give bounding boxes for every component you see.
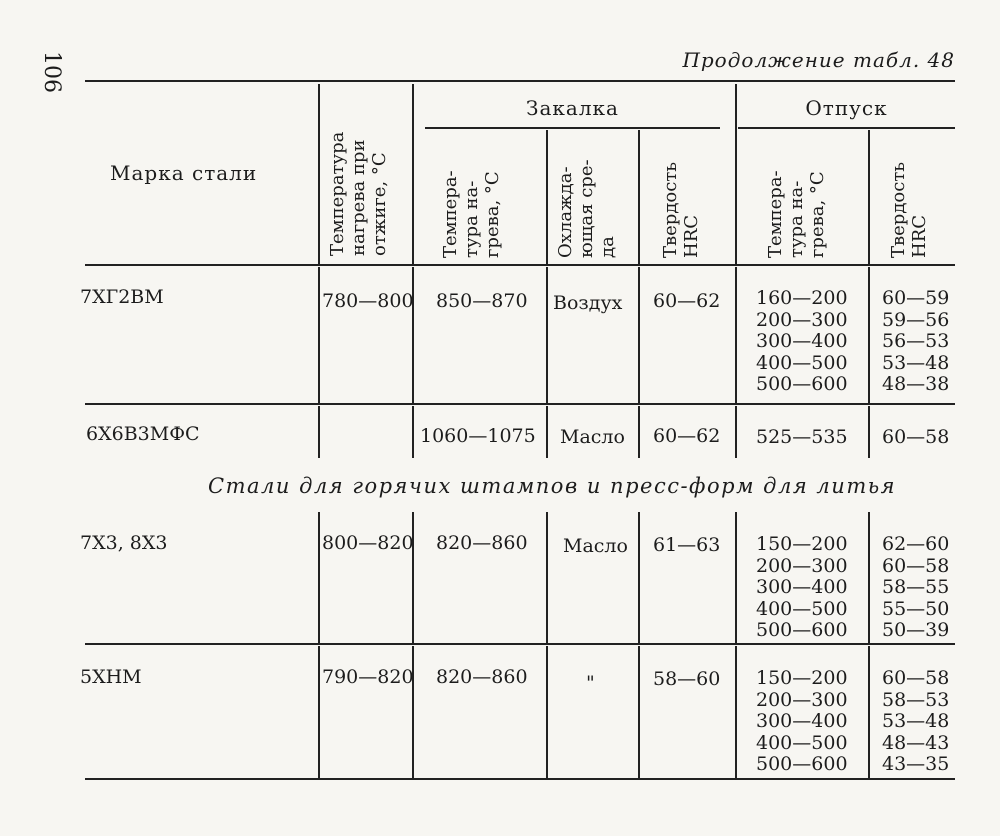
table-caption: Продолжение табл. 48 (682, 48, 955, 72)
page-number: 106 (39, 51, 64, 93)
row-grade: 5ХНМ (80, 666, 142, 688)
column-rule (735, 646, 737, 778)
header-quench-group: Закалка (526, 96, 619, 120)
header-steel-grade: Марка стали (110, 161, 258, 185)
column-rule (318, 646, 320, 778)
column-rule (412, 84, 414, 264)
column-rule (412, 267, 414, 403)
table-bottom-rule (85, 778, 955, 780)
column-rule (735, 267, 737, 403)
row-quench-temp: 820—860 (436, 532, 528, 554)
column-rule (868, 512, 870, 643)
column-rule (638, 406, 640, 458)
row-anneal: 790—820 (322, 666, 414, 688)
column-rule (735, 84, 737, 264)
table-top-rule (85, 80, 955, 82)
row-anneal: 800—820 (322, 532, 414, 554)
row-quench-medium: Воздух (553, 292, 623, 314)
row-quench-hardness: 60—62 (653, 425, 721, 447)
row-separator (85, 643, 955, 645)
column-rule (318, 406, 320, 458)
row-quench-temp: 1060—1075 (420, 425, 536, 447)
header-quench-hardness: Твердость HRC (660, 161, 702, 258)
column-rule (546, 406, 548, 458)
row-grade: 7ХГ2ВМ (80, 286, 164, 308)
row-grade: 7Х3, 8Х3 (80, 532, 168, 554)
column-rule (638, 267, 640, 403)
header-temper-hardness: Твердость HRC (888, 161, 930, 258)
column-rule (546, 646, 548, 778)
column-rule (868, 406, 870, 458)
column-rule (318, 267, 320, 403)
header-bottom-rule (85, 264, 955, 266)
column-rule (546, 267, 548, 403)
header-quench-medium: Охлажда- ющая сре- да (555, 159, 618, 258)
row-grade: 6Х6В3МФС (86, 423, 200, 445)
header-anneal-temp: Температура нагрева при отжиге, °С (327, 131, 390, 256)
row-temper-hardness: 60—58 58—53 53—48 48—43 43—35 (882, 667, 950, 775)
row-quench-hardness: 60—62 (653, 290, 721, 312)
header-temper-temp: Темпера- тура на- грева, °С (765, 170, 828, 258)
row-temper-hardness: 60—59 59—56 56—53 53—48 48—38 (882, 287, 950, 395)
column-rule (735, 512, 737, 643)
column-rule (638, 130, 640, 264)
column-rule (735, 406, 737, 458)
header-quench-temp: Темпера- тура на- грева, °С (440, 170, 503, 258)
header-temper-group: Отпуск (805, 96, 888, 120)
row-temper-temps: 525—535 (756, 426, 848, 448)
row-quench-temp: 850—870 (436, 290, 528, 312)
column-rule (318, 512, 320, 643)
column-rule (638, 646, 640, 778)
row-temper-hardness: 62—60 60—58 58—55 55—50 50—39 (882, 533, 950, 641)
row-quench-medium: " (586, 672, 595, 694)
column-rule (868, 267, 870, 403)
column-rule (546, 130, 548, 264)
row-quench-hardness: 61—63 (653, 534, 721, 556)
temper-group-rule (738, 127, 955, 129)
column-rule (318, 84, 320, 264)
row-quench-hardness: 58—60 (653, 668, 721, 690)
row-temper-temps: 150—200 200—300 300—400 400—500 500—600 (756, 667, 848, 775)
quench-group-rule (425, 127, 720, 129)
column-rule (638, 512, 640, 643)
row-temper-hardness: 60—58 (882, 426, 950, 448)
column-rule (868, 130, 870, 264)
row-quench-medium: Масло (560, 426, 625, 448)
row-anneal: 780—800 (322, 290, 414, 312)
row-quench-medium: Масло (563, 535, 628, 557)
section-title: Стали для горячих штампов и пресс-форм для литья (208, 474, 897, 498)
column-rule (868, 646, 870, 778)
row-quench-temp: 820—860 (436, 666, 528, 688)
row-separator (85, 403, 955, 405)
row-temper-temps: 150—200 200—300 300—400 400—500 500—600 (756, 533, 848, 641)
row-temper-temps: 160—200 200—300 300—400 400—500 500—600 (756, 287, 848, 395)
column-rule (412, 406, 414, 458)
column-rule (546, 512, 548, 643)
